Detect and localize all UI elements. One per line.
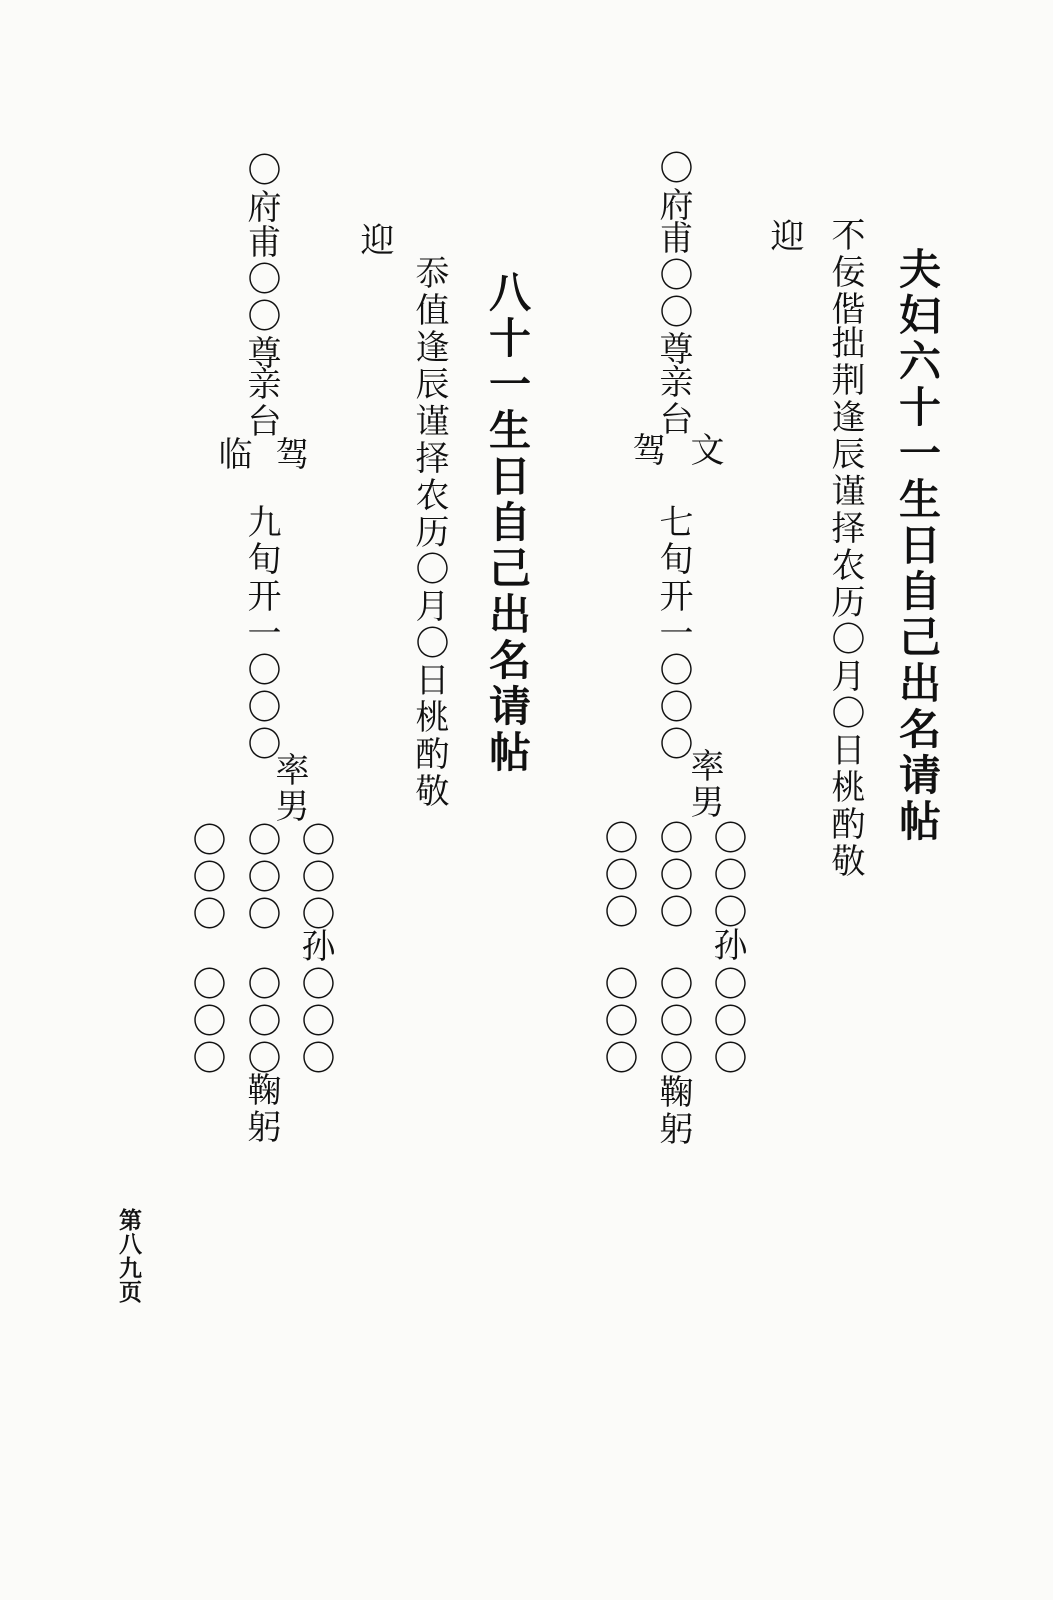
- invite2-arrive-a: 驾: [269, 436, 309, 473]
- invite1-line1: 不佞偕: [825, 217, 865, 328]
- invite2-title: 八十一生日自己出名请帖: [483, 270, 532, 776]
- invite1-arrive-b: 驾: [626, 432, 666, 469]
- invite1-lead-b: 男: [684, 784, 724, 821]
- invite2-address: 〇府: [241, 152, 281, 226]
- invite1-line2: 拙荆逢辰谨择农历〇月〇日桃酌敬: [825, 325, 865, 880]
- invite1-grand-col3: 〇〇〇: [598, 966, 638, 1077]
- invite2-sun-label: 孙: [295, 928, 335, 965]
- invite2-sons-col3: 〇〇〇: [186, 822, 226, 933]
- invite1-closing: 鞠躬: [653, 1074, 693, 1148]
- invite2-welcome: 迎: [354, 222, 394, 259]
- invite2-honorific: 亲台: [241, 366, 281, 440]
- invite1-grand-col1: 〇〇〇: [707, 966, 747, 1077]
- invite1-honorific: 亲台: [653, 364, 693, 438]
- invite2-arrive-b: 临: [212, 436, 252, 473]
- invite2-sons-col2: 〇〇〇: [241, 822, 281, 933]
- invite1-welcome: 迎: [764, 218, 804, 255]
- page-number: 第八九页: [115, 1208, 141, 1304]
- invite1-sons-col3: 〇〇〇: [598, 820, 638, 931]
- invite1-age-line: 七旬开一〇〇〇: [653, 504, 693, 763]
- invite1-address: 〇府: [653, 150, 693, 224]
- invite1-title: 夫妇六十一生日自己出名请帖: [893, 247, 942, 845]
- invite1-grand-col2: 〇〇〇: [653, 966, 693, 1077]
- invite2-sons-col1: 〇〇〇: [295, 822, 335, 933]
- invite2-lead-a: 率: [269, 752, 309, 789]
- invite2-grand-col1: 〇〇〇: [295, 966, 335, 1077]
- invite1-arrive-a: 文: [684, 432, 724, 469]
- invite1-sun-label: 孙: [707, 927, 747, 964]
- invite1-addressee: 甫〇〇尊: [653, 220, 693, 368]
- invite2-grand-col3: 〇〇〇: [186, 966, 226, 1077]
- invite1-lead-a: 率: [684, 748, 724, 785]
- invite2-closing: 鞠躬: [241, 1072, 281, 1146]
- invite1-sons-col2: 〇〇〇: [653, 820, 693, 931]
- invite2-line1: 忝值逢辰谨择农历〇月〇日桃酌敬: [409, 255, 449, 810]
- invite2-addressee: 甫〇〇尊: [241, 224, 281, 372]
- invite2-lead-b: 男: [269, 788, 309, 825]
- invite2-age-line: 九旬开一〇〇〇: [241, 504, 281, 763]
- invite1-sons-col1: 〇〇〇: [707, 820, 747, 931]
- invite2-grand-col2: 〇〇〇: [241, 966, 281, 1077]
